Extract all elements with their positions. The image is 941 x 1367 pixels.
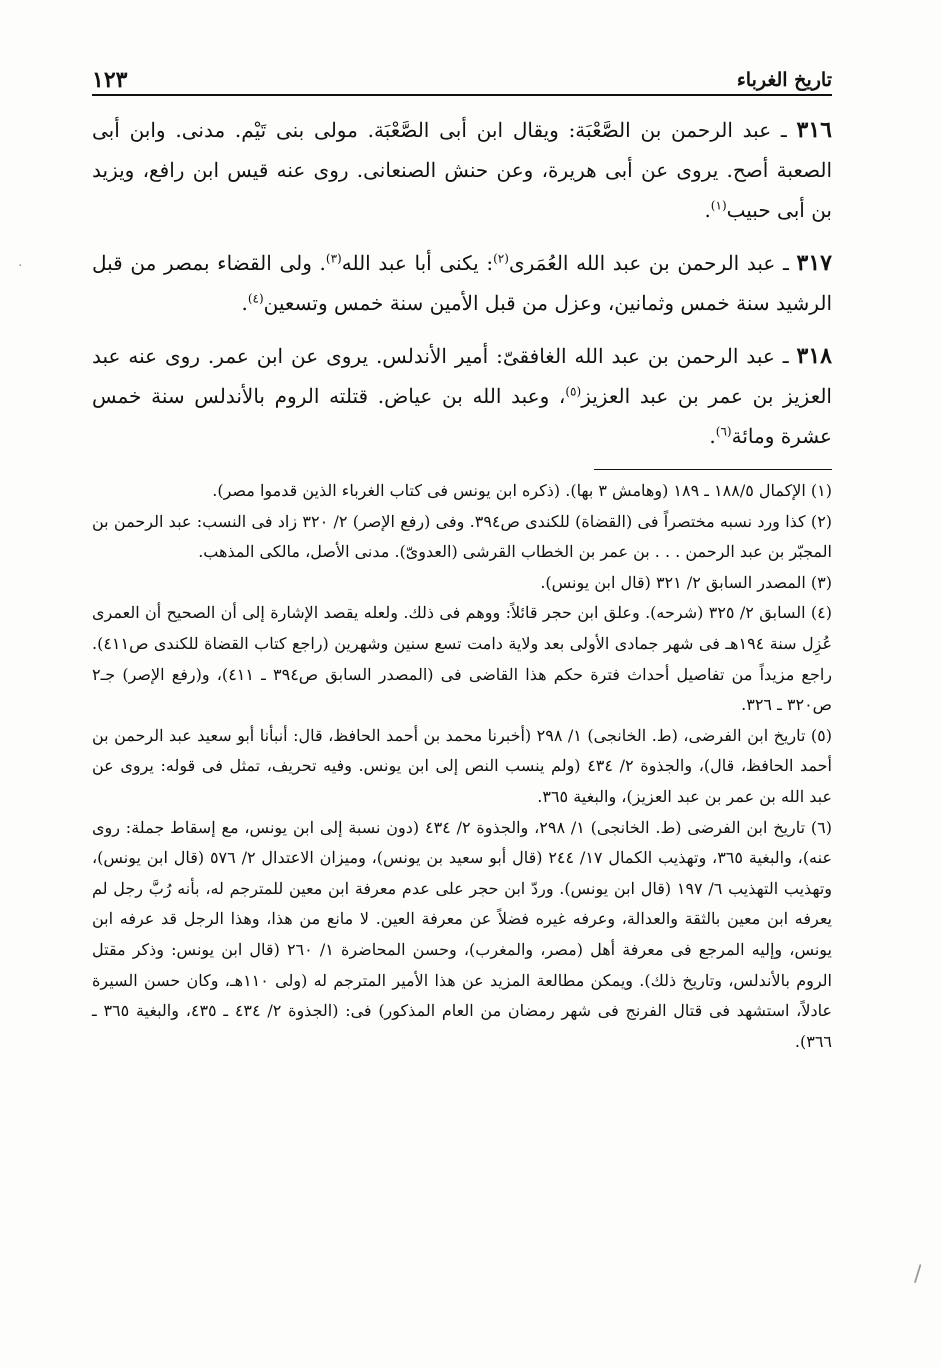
entry-text: ـ عبد الرحمن بن عبد الله العُمَرى — [508, 251, 797, 275]
entry-318 — [92, 336, 832, 456]
footnote-separator — [594, 469, 832, 470]
entry-text: : يكنى أبا عبد الله — [341, 251, 494, 275]
running-title: تاريخ الغرباء — [736, 69, 832, 91]
entry-text: . ولى القضاء بمصر من قبل الرشيد سنة خمس وثمانين، وعزل من قبل الأمين سنة خمس وتسعين — [92, 251, 832, 315]
footnote-6: (٦) تاريخ ابن الفرضى (ط. الخانجى) ١/ ٢٩٨، والجذوة ٢/ ٤٣٤ (دون نسبة إلى ابن يونس، مع إسقاط جملة: روى عنه)، والبغية ٣٦٥، وتهذيب الكمال ١٧/ ٢٤٤ (قال أبو سعيد بن يونس)، وميزان الاعتدال ٢/ ٥٧٦ (قال ابن يونس)، وتهذيب التهذيب ٦/ ١٩٧ (قال ابن يونس). وردّ ابن حجر على عدم معرفة ابن معين للمترجم له، بأنه رُبَّ رجل لم يعرفه ابن معين بالثقة والعدالة، وعرفه غيره فضلاً عن معرفة العين. لا مانع من هذا، وهذا الرجل قد عرفه ابن يونس، وإليه المرجع فى معرفة أهل (مصر، والمغرب)، وحسن المحاضرة ١/ ٢٦٠ (قال ابن يونس: وذكر مقتل الروم بالأندلس، وتاريخ ذلك). ويمكن مطالعة المزيد عن هذا الأمير المترجم له (ولى ١١٠هـ، وكان حسن السيرة عادلاً، استشهد فى قتال الفرنج فى شهر رمضان من العام المذكور) فى: (الجذوة ٢/ ٤٣٤ ـ ٤٣٥، والبغية ٣٦٥ ـ ٣٦٦). — [92, 817, 833, 1051]
entry-317 — [92, 243, 832, 323]
footnote-5: (٥) تاريخ ابن الفرضى، (ط. الخانجى) ١/ ٢٩٨ (أخبرنا محمد بن أحمد الحافظ، قال: أنبأنا أبو سعيد عبد الرحمن بن أحمد الحافظ، قال)، والجذوة ٢/ ٤٣٤ (ولم ينسب النص إلى ابن يونس. وفيه تحريف، تمثل فى قوله: يروى عن عبد الله بن عمر بن عبد العزيز)، والبغية ٣٦٥. — [92, 725, 833, 806]
punctuation: . — [709, 424, 716, 448]
scan-mark-icon: / — [914, 1262, 922, 1287]
page-header — [92, 58, 832, 96]
entry-text: ، وعبد الله بن عياض. قتلته الروم بالأندلس سنة خمس عشرة ومائة — [92, 384, 832, 448]
entry-number: ٣١٦ — [796, 117, 832, 143]
footnote-4: (٤) السابق ٢/ ٣٢٥ (شرحه). وعلق ابن حجر قائلاً: ووهم فى ذلك. ولعله يقصد الإشارة إلى أن الصحيح أن العمرى عُزِل سنة ١٩٤هـ فى شهر جمادى الأولى بعد ولاية دامت تسع سنين وشهرين (راجع كتاب القضاة للكندى ص٤١١). راجع مزيداً من تفاصيل أحداث فترة حكم هذا القاضى فى (المصدر السابق ص٣٩٤ ـ ٤١١)، و(رفع الإصر) جـ٢ ص٣٢٠ ـ ٣٢٦. — [92, 603, 833, 715]
footnote-marker: (٣) — [325, 251, 342, 266]
page-number: ١٢٣ — [92, 67, 128, 93]
entry-number: ٣١٨ — [796, 343, 832, 369]
punctuation: . — [241, 291, 248, 315]
footnote-marker: (٢) — [493, 251, 509, 266]
footnote-marker: (٤) — [247, 291, 264, 306]
footnote-2: (٢) كذا ورد نسبه مختصراً فى (القضاة) للكندى ص٣٩٤. وفى (رفع الإصر) ٢/ ٣٢٠ زاد فى النسب: عبد الرحمن بن المجبّر بن عبد الرحمن . . . بن عمر بن الخطاب القرشى (العدوىّ). مدنى الأصل، مالكى المذهب. — [92, 511, 833, 562]
punctuation: . — [704, 198, 711, 222]
footnote-marker: (١) — [710, 198, 727, 213]
entry-text: ـ عبد الرحمن بن الصَّعْبَة: ويقال ابن أبى الصَّعْبَة. مولى بنى تَيْم. مدنى. وابن أبى الصعبة أصح. يروى عن أبى هريرة، وعن حنش الصنعانى. روى عنه قيس ابن رافع، ويزيد بن أبى حبيب — [92, 118, 832, 222]
footnote-marker: (٥) — [565, 384, 582, 399]
footnote-3: (٣) المصدر السابق ٢/ ٣٢١ (قال ابن يونس). — [540, 572, 832, 592]
footnote-marker: (٦) — [715, 424, 732, 439]
footnote-1: (١) الإكمال ١٨٨/٥ ـ ١٨٩ (وهامش ٣ بها). (ذكره ابن يونس فى كتاب الغرباء الذين قدموا مصر). — [212, 481, 832, 500]
entry-number: ٣١٧ — [796, 250, 832, 276]
entry-316 — [92, 110, 832, 230]
footnotes — [92, 476, 832, 1057]
entry-text: ـ عبد الرحمن بن عبد الله الغافقىّ: أمير الأندلس. يروى عن ابن عمر. روى عنه عبد العزيز بن عمر بن عبد العزيز — [92, 344, 832, 408]
entries — [92, 110, 832, 456]
book-page — [92, 58, 832, 1057]
scan-mark-icon: · — [18, 258, 23, 274]
